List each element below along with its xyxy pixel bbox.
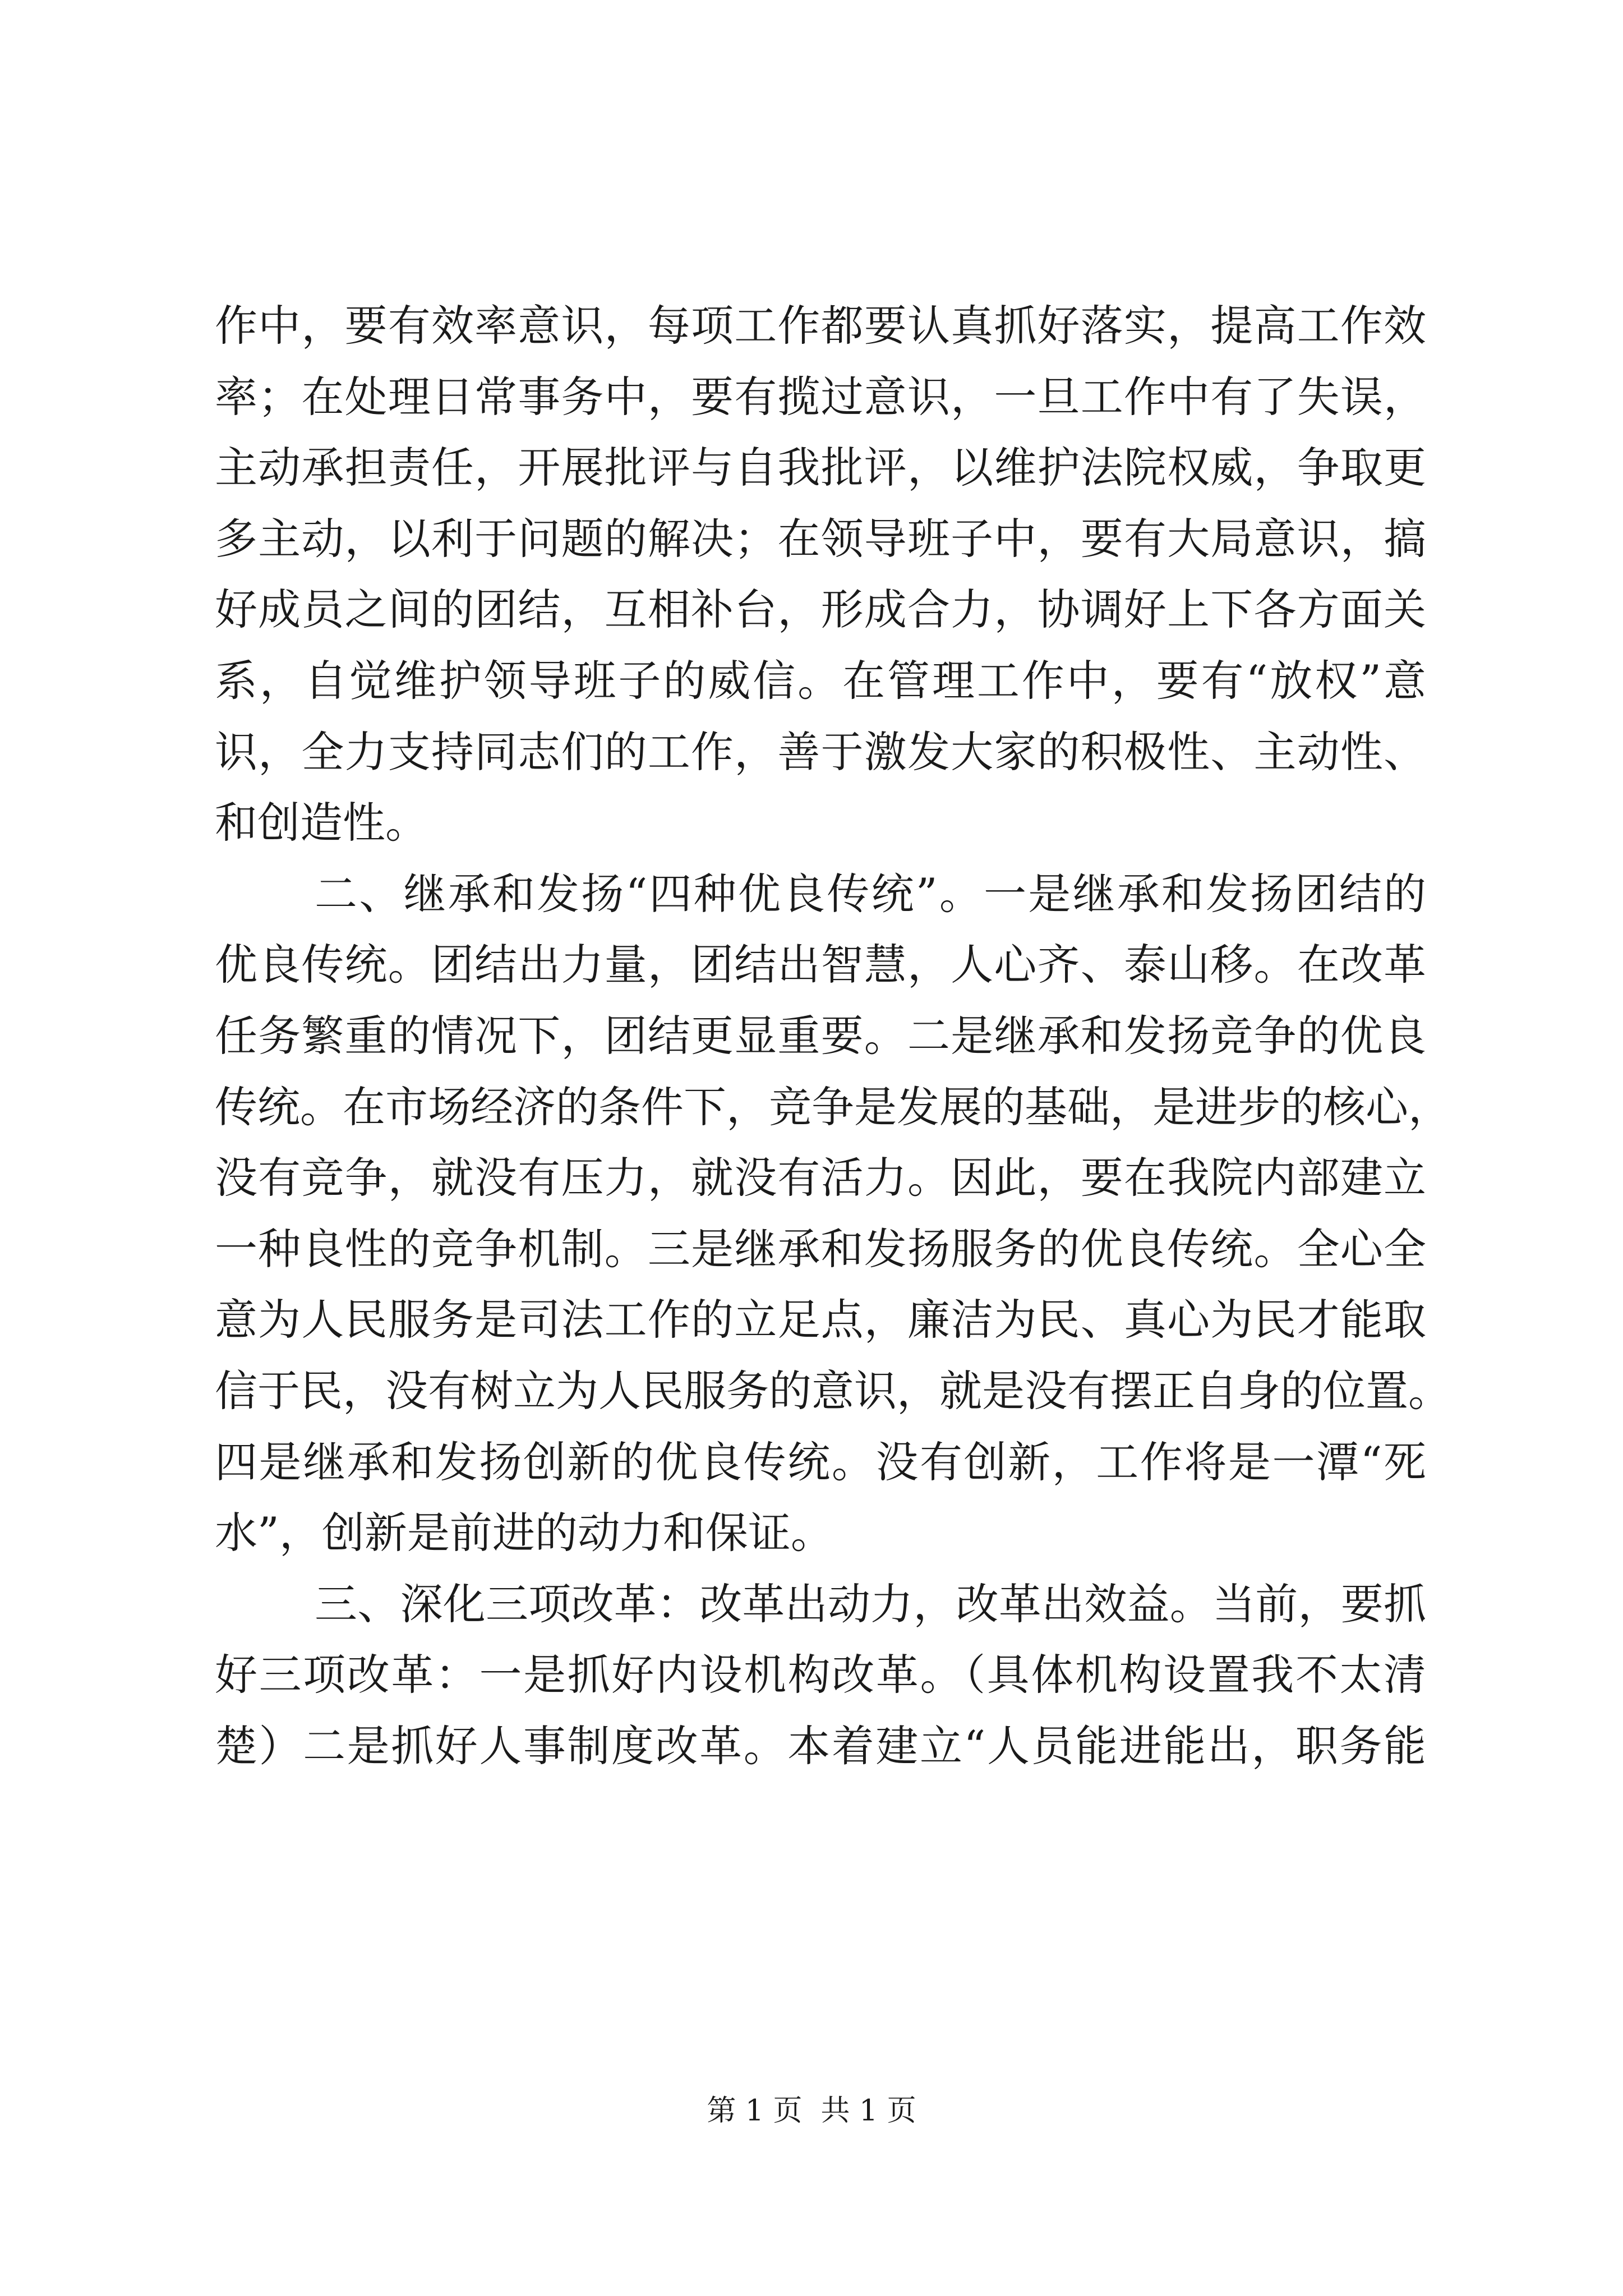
text-line: 信于民，没有树立为人民服务的意识，就是没有摆正自身的位置。 — [215, 1365, 1451, 1416]
text-line: 优良传统。团结出力量，团结出智慧，人心齐、泰山移。在改革 — [215, 940, 1426, 990]
text-line: 多主动，以利于问题的解决；在领导班子中，要有大局意识，搞 — [215, 513, 1426, 564]
page-number-footer: 第 1 页 共 1 页 — [707, 2094, 916, 2128]
paragraph-heading-line: 二、继承和发扬“四种优良传统”。一是继承和发扬团结的 — [315, 868, 1426, 919]
text-line: 系，自觉维护领导班子的威信。在管理工作中，要有“放权”意 — [215, 655, 1426, 706]
text-line: 意为人民服务是司法工作的立足点，廉洁为民、真心为民才能取 — [215, 1295, 1426, 1345]
text-line: 和创造性。 — [215, 798, 428, 848]
text-line: 传统。在市场经济的条件下，竞争是发展的基础，是进步的核心， — [215, 1082, 1451, 1132]
document-body — [215, 291, 1451, 1782]
text-line: 识，全力支持同志们的工作，善于激发大家的积极性、主动性、 — [215, 726, 1426, 777]
text-line: 主动承担责任，开展批评与自我批评，以维护法院权威，争取更 — [215, 443, 1426, 493]
text-line: 作中，要有效率意识，每项工作都要认真抓好落实，提高工作效 — [215, 301, 1426, 351]
text-line: 四是继承和发扬创新的优良传统。没有创新，工作将是一潭“死 — [215, 1437, 1426, 1487]
text-line: 任务繁重的情况下，团结更显重要。二是继承和发扬竞争的优良 — [215, 1010, 1426, 1061]
text-line: 好成员之间的团结，互相补台，形成合力，协调好上下各方面关 — [215, 585, 1426, 635]
text-line: 水”，创新是前进的动力和保证。 — [215, 1508, 833, 1558]
text-line: 一种良性的竞争机制。三是继承和发扬服务的优良传统。全心全 — [215, 1223, 1426, 1274]
text-line: 率；在处理日常事务中，要有揽过意识，一旦工作中有了失误， — [215, 371, 1426, 422]
paragraph-heading-line: 三、深化三项改革：改革出动力，改革出效益。当前，要抓 — [315, 1579, 1426, 1629]
text-line: 没有竞争，就没有压力，就没有活力。因此，要在我院内部建立 — [215, 1153, 1426, 1203]
text-line: 好三项改革：一是抓好内设机构改革。（具体机构设置我不太清 — [215, 1650, 1426, 1700]
text-line: 楚）二是抓好人事制度改革。本着建立“人员能进能出，职务能 — [215, 1720, 1426, 1771]
